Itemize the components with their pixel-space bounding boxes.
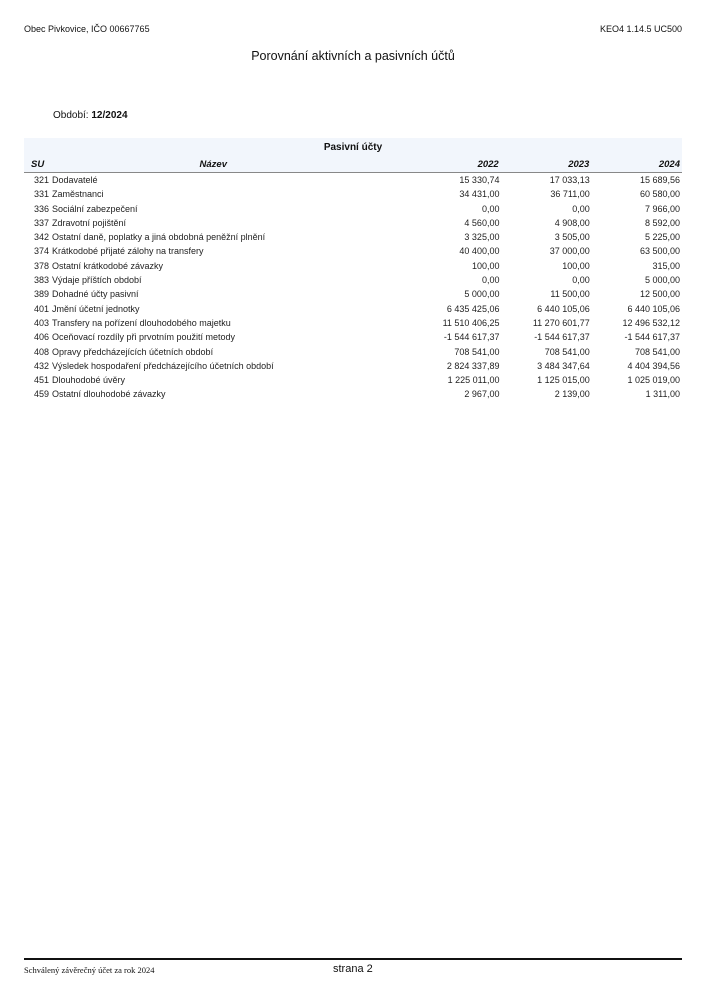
page-number: strana 2 [333,963,373,975]
column-headers [24,158,682,173]
software-version: KEO4 1.14.5 UC500 [599,24,682,34]
col-name: Název [199,159,227,170]
cell-name: Dodavatelé [51,175,98,185]
table-row [24,173,682,187]
cell-2022: 100,00 [471,260,500,271]
table-row [24,230,682,244]
cell-2024: 60 580,00 [639,189,680,200]
cell-su: 378 [33,260,49,271]
period-value: 12/2024 [91,110,128,121]
cell-name: Zdravotní pojištění [51,217,127,228]
cell-name: Výsledek hospodaření předcházejícího účetních období [51,360,274,371]
cell-2024: 708 541,00 [634,346,680,357]
table-row [24,202,682,216]
cell-2022: 40 400,00 [459,246,500,257]
table-row [24,259,682,273]
accounts-table [24,138,682,402]
cell-su: 331 [33,189,49,200]
period [53,110,128,121]
cell-2022: 5 000,00 [464,289,500,300]
cell-2023: 11 500,00 [550,289,590,300]
cell-2022: 3 325,00 [464,232,500,243]
table-row [24,244,682,258]
table-row [24,287,682,301]
cell-name: Ostatní dlouhodobé závazky [51,389,166,400]
cell-2022: 0,00 [481,275,500,286]
cell-2023: 11 270 601,77 [532,317,590,328]
cell-name: Zaměstnanci [51,189,104,200]
cell-2024: 1 311,00 [645,389,680,400]
cell-2024: 5 000,00 [644,275,680,286]
cell-su: 403 [33,317,49,328]
cell-2024: 8 592,00 [644,217,680,228]
cell-su: 432 [33,360,49,371]
cell-2022: -1 544 617,37 [443,332,500,343]
cell-su: 342 [33,232,49,243]
cell-2023: 3 484 347,64 [537,360,590,371]
col-2024: 2024 [658,159,680,170]
cell-2024: -1 544 617,37 [624,332,680,343]
cell-2022: 0,00 [481,203,500,214]
cell-name: Dlouhodobé úvěry [51,375,126,386]
cell-2022: 11 510 406,25 [442,317,500,328]
cell-su: 374 [33,246,49,257]
cell-su: 406 [33,332,49,343]
cell-name: Sociální zabezpečení [51,203,138,214]
cell-2024: 7 966,00 [644,203,680,214]
col-su: SU [31,159,45,170]
page-title: Porovnání aktivních a pasivních účtů [251,49,455,63]
cell-2023: 1 125 015,00 [537,375,590,386]
table-row [24,273,682,287]
cell-name: Ostatní daně, poplatky a jiná obdobná peněžní plnění [51,232,266,243]
cell-2024: 4 404 394,56 [627,360,680,371]
cell-2023: 3 505,00 [554,232,590,243]
cell-su: 401 [33,303,49,314]
cell-2022: 4 560,00 [464,217,500,228]
cell-name: Transfery na pořízení dlouhodobého majetku [51,317,231,328]
cell-2023: 708 541,00 [544,346,590,357]
cell-2023: 0,00 [572,275,590,286]
table-row [24,373,682,387]
cell-2024: 315,00 [652,260,680,271]
footer-divider [24,958,682,960]
cell-name: Jmění účetní jednotky [51,303,140,314]
cell-su: 459 [33,389,49,400]
cell-2024: 63 500,00 [639,246,680,257]
cell-2023: 100,00 [562,260,590,271]
table-header [24,138,682,173]
organization-name: Obec Pivkovice, IČO 00667765 [24,24,150,34]
cell-su: 451 [33,375,49,386]
cell-name: Ostatní krátkodobé závazky [51,260,164,271]
cell-2022: 2 967,00 [464,389,500,400]
cell-su: 408 [33,346,49,357]
cell-2023: -1 544 617,37 [534,332,590,343]
cell-2022: 2 824 337,89 [446,360,500,371]
table-row [24,359,682,373]
cell-2023: 2 139,00 [554,389,590,400]
table-row [24,330,682,344]
cell-2022: 15 330,74 [459,175,500,185]
table-row [24,316,682,330]
table-row [24,302,682,316]
cell-2023: 36 711,00 [550,189,590,200]
cell-2024: 5 225,00 [644,232,680,243]
table-row [24,345,682,359]
cell-su: 321 [33,175,49,185]
section-title: Pasivní účty [323,142,383,153]
cell-2023: 17 033,13 [549,175,590,185]
cell-name: Krátkodobé přijaté zálohy na transfery [51,246,204,257]
col-2023: 2023 [568,159,590,170]
cell-su: 389 [33,289,49,300]
cell-name: Opravy předcházejících účetních období [51,346,214,357]
cell-su: 337 [33,217,49,228]
cell-2023: 0,00 [572,203,590,214]
table-body [24,173,682,402]
col-2022: 2022 [477,159,499,170]
cell-su: 336 [33,203,49,214]
cell-2023: 4 908,00 [554,217,590,228]
cell-2022: 34 431,00 [459,189,500,200]
cell-2024: 12 496 532,12 [622,317,680,328]
cell-2024: 15 689,56 [639,175,680,185]
cell-name: Dohadné účty pasivní [51,289,139,300]
cell-name: Výdaje příštích období [51,275,142,286]
cell-2022: 1 225 011,00 [447,375,500,386]
cell-2024: 12 500,00 [639,289,680,300]
cell-2024: 6 440 105,06 [627,303,680,314]
cell-2023: 37 000,00 [549,246,590,257]
cell-2022: 6 435 425,06 [446,303,500,314]
cell-2022: 708 541,00 [454,346,500,357]
period-label: Období: [53,110,89,121]
cell-name: Oceňovací rozdíly při prvotním použití metody [51,332,236,343]
cell-2024: 1 025 019,00 [627,375,680,386]
table-row [24,187,682,201]
footer-document: Schválený závěrečný účet za rok 2024 [24,965,155,975]
table-row [24,216,682,230]
table-row [24,387,682,401]
cell-su: 383 [33,275,49,286]
cell-2023: 6 440 105,06 [537,303,590,314]
